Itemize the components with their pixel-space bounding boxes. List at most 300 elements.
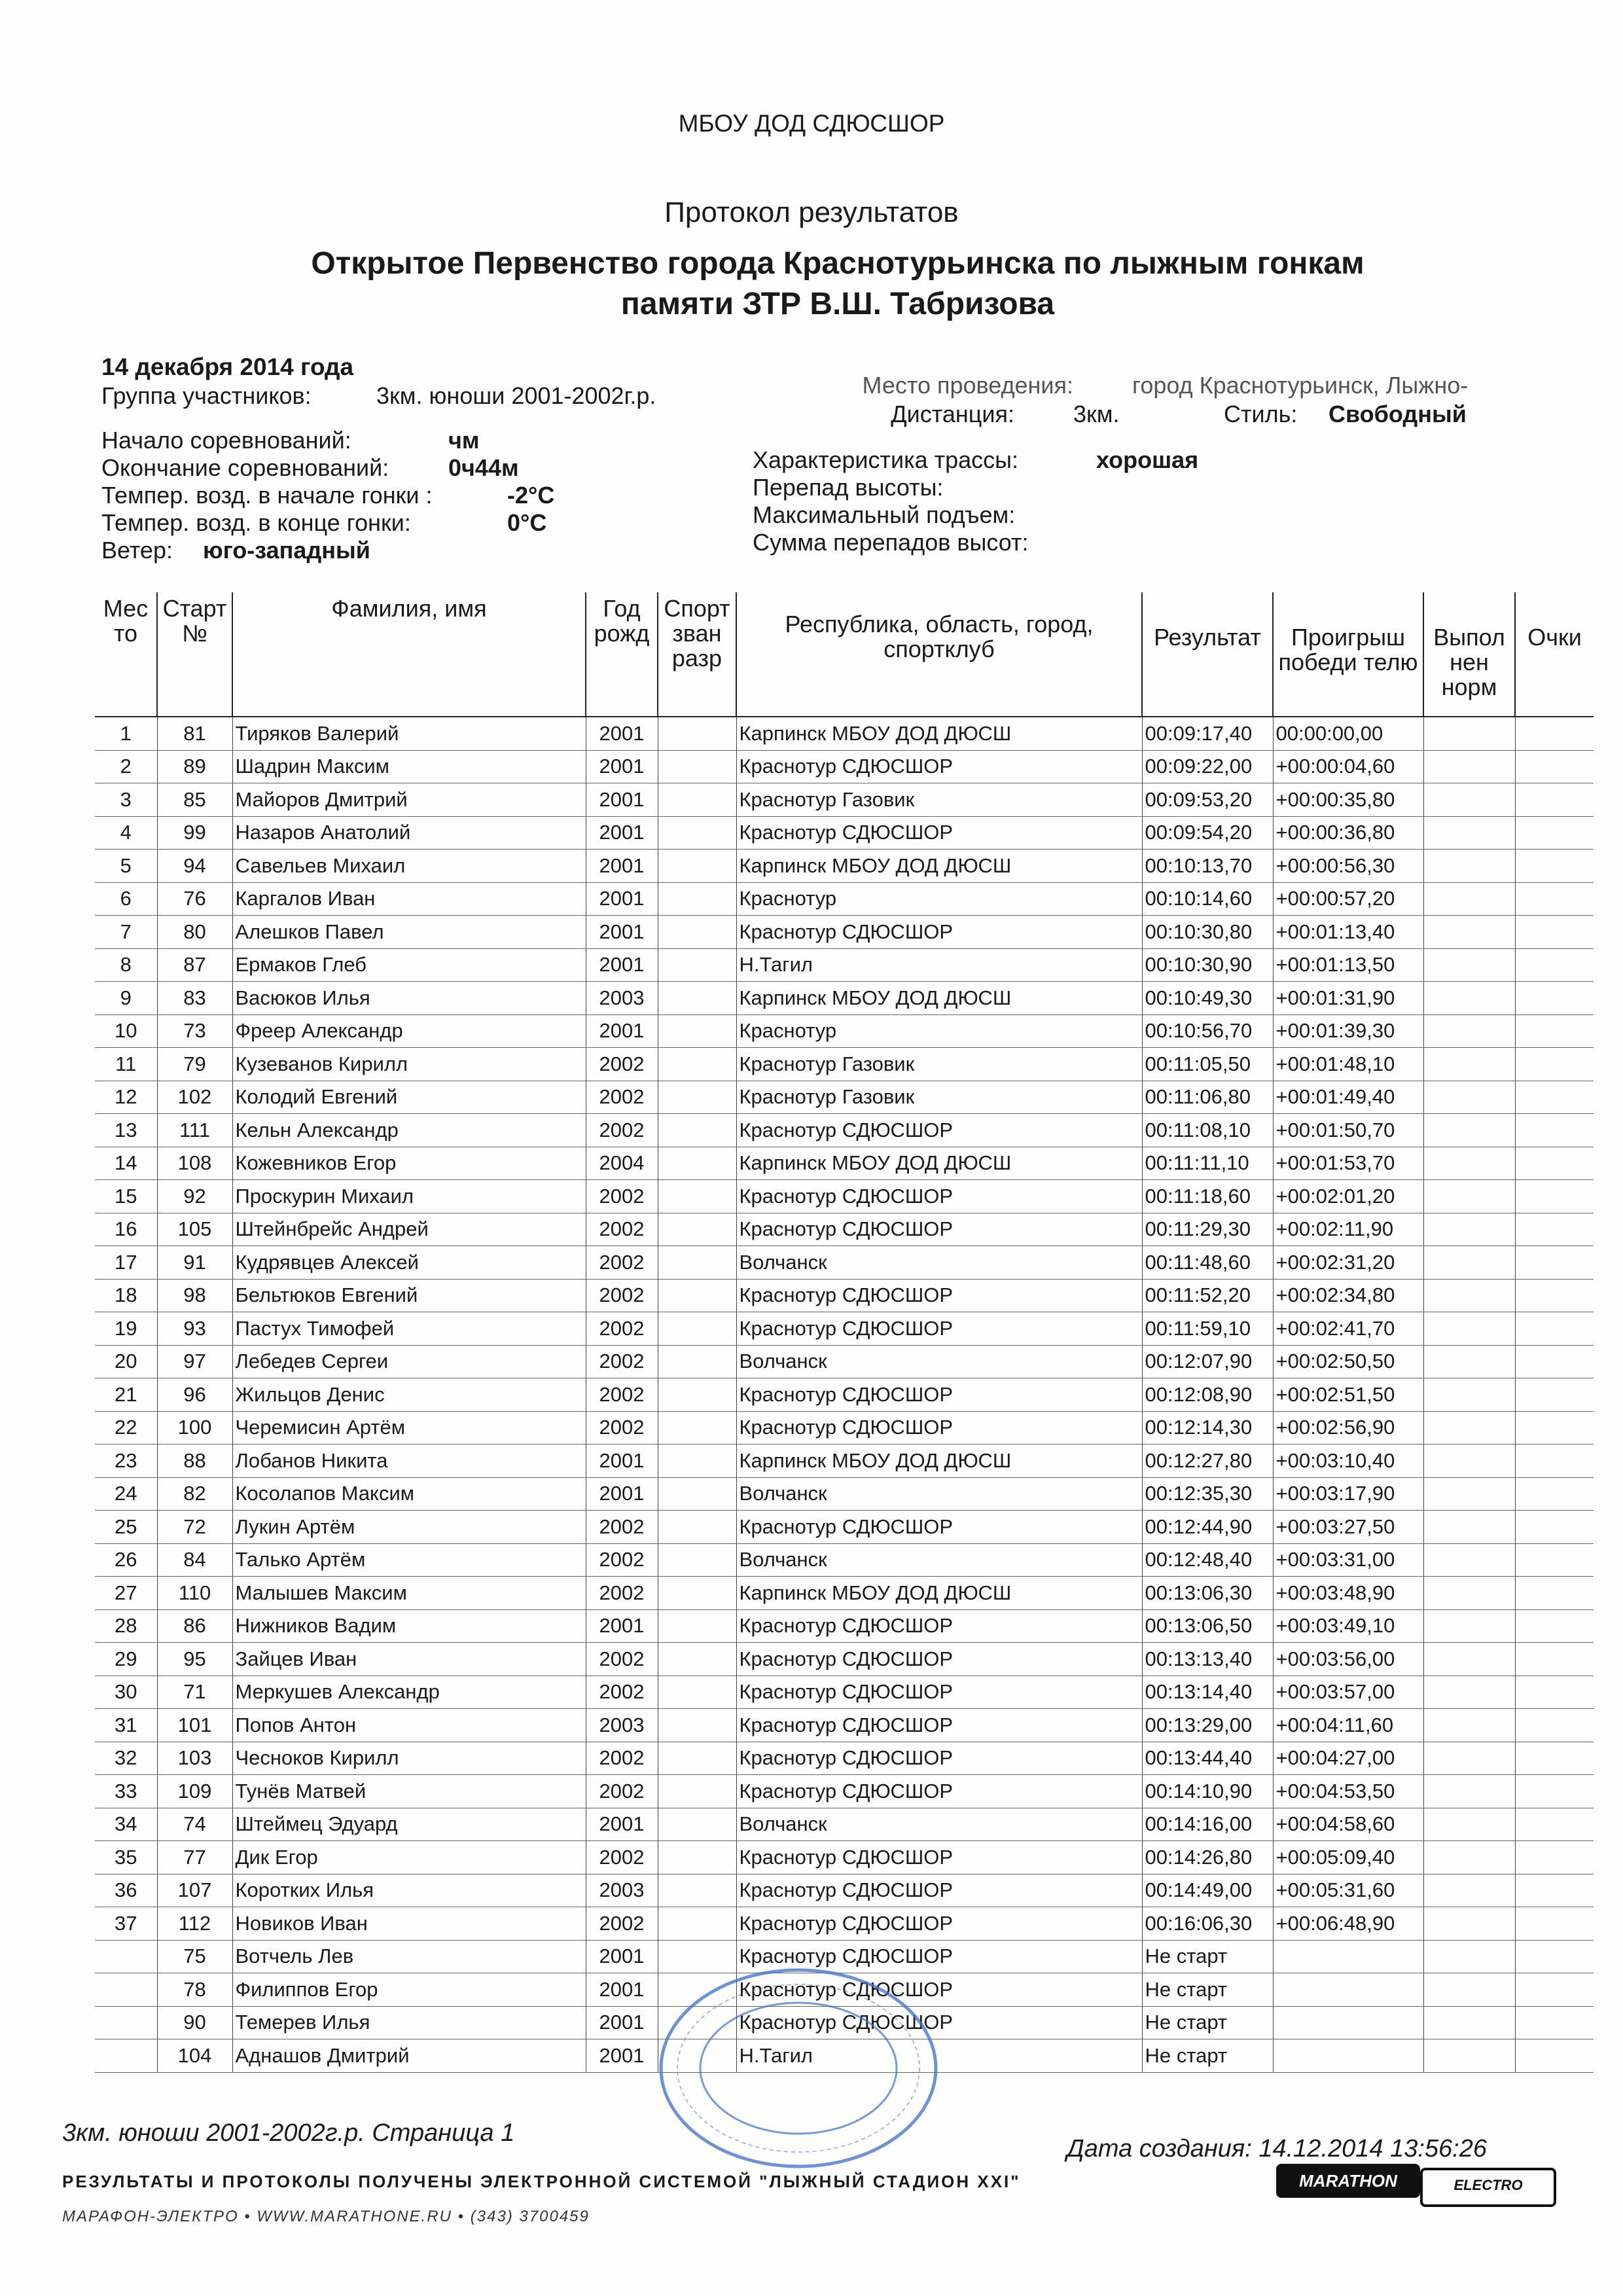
cell-result: 00:14:16,00	[1142, 1808, 1273, 1841]
cell-start: 92	[157, 1180, 232, 1213]
cell-year: 2002	[586, 1543, 658, 1577]
cell-result: 00:13:06,50	[1142, 1609, 1273, 1643]
table-row	[95, 1511, 1594, 1544]
table-row	[95, 850, 1594, 883]
cell-norm	[1423, 1874, 1515, 1907]
cell-start: 94	[157, 850, 232, 883]
cell-name: Кудрявцев Алексей	[232, 1246, 586, 1280]
cell-points	[1515, 1147, 1594, 1180]
official-stamp	[645, 1954, 952, 2170]
cell-place: 19	[95, 1312, 157, 1346]
cell-result: 00:13:44,40	[1142, 1742, 1273, 1775]
cell-result: 00:13:13,40	[1142, 1643, 1273, 1676]
cell-region: Краснотур СДЮСШОР	[736, 1775, 1142, 1808]
cell-place: 23	[95, 1444, 157, 1478]
table-row	[95, 1081, 1594, 1114]
cell-region: Краснотур Газовик	[736, 1048, 1142, 1081]
cell-name: Чесноков Кирилл	[232, 1742, 586, 1775]
cell-norm	[1423, 1147, 1515, 1180]
cell-name: Талько Артём	[232, 1543, 586, 1577]
cell-start: 81	[157, 717, 232, 750]
cell-region: Волчанск	[736, 1477, 1142, 1511]
cell-norm	[1423, 1775, 1515, 1808]
cell-start: 107	[157, 1874, 232, 1907]
cell-name: Дик Егор	[232, 1841, 586, 1874]
group-value: 3км. юноши 2001-2002г.р.	[376, 382, 656, 409]
cell-year: 2002	[586, 1312, 658, 1346]
cell-gap: +00:00:57,20	[1273, 882, 1423, 916]
cell-place: 16	[95, 1213, 157, 1246]
cell-rank	[658, 982, 736, 1015]
cell-result: 00:11:08,10	[1142, 1114, 1273, 1147]
cell-result: 00:11:06,80	[1142, 1081, 1273, 1114]
cell-name: Пастух Тимофей	[232, 1312, 586, 1346]
cell-place: 17	[95, 1246, 157, 1280]
table-row	[95, 1014, 1594, 1048]
cell-rank	[658, 1742, 736, 1775]
cell-norm	[1423, 1048, 1515, 1081]
cell-points	[1515, 717, 1594, 750]
cell-rank	[658, 1378, 736, 1412]
cell-start: 100	[157, 1411, 232, 1444]
cell-year: 2002	[586, 1114, 658, 1147]
cell-result: Не старт	[1142, 2006, 1273, 2039]
cell-points	[1515, 1742, 1594, 1775]
cell-place: 30	[95, 1676, 157, 1709]
header-year: Год рожд	[586, 592, 658, 717]
cell-result: 00:11:05,50	[1142, 1048, 1273, 1081]
cell-rank	[658, 1543, 736, 1577]
temp-start-value: -2°С	[507, 482, 555, 509]
cell-year: 2002	[586, 1345, 658, 1378]
cell-start: 105	[157, 1213, 232, 1246]
table-row	[95, 1444, 1594, 1478]
cell-norm	[1423, 1742, 1515, 1775]
cell-start: 75	[157, 1940, 232, 1973]
temp-end-label: Темпер. возд. в конце гонки:	[101, 509, 411, 536]
cell-gap: +00:03:49,10	[1273, 1609, 1423, 1643]
cell-points	[1515, 850, 1594, 883]
cell-norm	[1423, 1246, 1515, 1280]
cell-place: 7	[95, 916, 157, 949]
cell-points	[1515, 1841, 1594, 1874]
cell-place: 34	[95, 1808, 157, 1841]
cell-region: Краснотур СДЮСШОР	[736, 1180, 1142, 1213]
cell-year: 2001	[586, 717, 658, 750]
cell-norm	[1423, 2039, 1515, 2073]
cell-start: 108	[157, 1147, 232, 1180]
table-row	[95, 948, 1594, 982]
cell-region: Краснотур СДЮСШОР	[736, 1609, 1142, 1643]
footer-system-line: РЕЗУЛЬТАТЫ И ПРОТОКОЛЫ ПОЛУЧЕНЫ ЭЛЕКТРОННОЙ СИСТЕМОЙ "ЛЫЖНЫЙ СТАДИОН XXI"	[62, 2172, 1021, 2191]
cell-name: Майоров Дмитрий	[232, 783, 586, 817]
cell-year: 2001	[586, 2006, 658, 2039]
cell-gap: +00:04:27,00	[1273, 1742, 1423, 1775]
table-row	[95, 1841, 1594, 1874]
distance-value: 3км.	[1073, 401, 1120, 427]
cell-start: 73	[157, 1014, 232, 1048]
cell-place: 14	[95, 1147, 157, 1180]
cell-rank	[658, 1014, 736, 1048]
cell-result: 00:12:35,30	[1142, 1477, 1273, 1511]
cell-region: Краснотур	[736, 882, 1142, 916]
cell-place	[95, 2039, 157, 2073]
cell-start: 96	[157, 1378, 232, 1412]
cell-gap: +00:02:51,50	[1273, 1378, 1423, 1412]
event-title-line1: Открытое Первенство города Краснотурьинска по лыжным гонкам	[311, 246, 1364, 281]
table-row	[95, 750, 1594, 783]
cell-start: 72	[157, 1511, 232, 1544]
cell-result: 00:16:06,30	[1142, 1907, 1273, 1941]
cell-norm	[1423, 1213, 1515, 1246]
footer-contact-line: МАРАФОН-ЭЛЕКТРО • WWW.MARATHONE.RU • (343) 3700459	[62, 2208, 590, 2225]
cell-result: 00:10:14,60	[1142, 882, 1273, 916]
cell-rank	[658, 1114, 736, 1147]
cell-start: 87	[157, 948, 232, 982]
cell-place: 35	[95, 1841, 157, 1874]
cell-region: Краснотур СДЮСШОР	[736, 1213, 1142, 1246]
cell-year: 2002	[586, 1246, 658, 1280]
cell-name: Назаров Анатолий	[232, 816, 586, 850]
cell-rank	[658, 1643, 736, 1676]
cell-gap: +00:01:53,70	[1273, 1147, 1423, 1180]
cell-region: Карпинск МБОУ ДОД ДЮСШ	[736, 1577, 1142, 1610]
cell-place: 28	[95, 1609, 157, 1643]
cell-rank	[658, 1841, 736, 1874]
cell-year: 2002	[586, 1180, 658, 1213]
cell-rank	[658, 948, 736, 982]
cell-start: 76	[157, 882, 232, 916]
style-value: Свободный	[1329, 401, 1467, 427]
cell-start: 89	[157, 750, 232, 783]
cell-region: Краснотур СДЮСШОР	[736, 1511, 1142, 1544]
cell-points	[1515, 1114, 1594, 1147]
cell-points	[1515, 1940, 1594, 1973]
cell-start: 109	[157, 1775, 232, 1808]
table-row	[95, 1874, 1594, 1907]
cell-name: Бельтюков Евгений	[232, 1279, 586, 1312]
cell-region: Краснотур СДЮСШОР	[736, 750, 1142, 783]
cell-year: 2001	[586, 750, 658, 783]
cell-start: 93	[157, 1312, 232, 1346]
table-row	[95, 882, 1594, 916]
cell-start: 95	[157, 1643, 232, 1676]
cell-points	[1515, 1511, 1594, 1544]
table-row	[95, 717, 1594, 750]
cell-rank	[658, 816, 736, 850]
cell-year: 2002	[586, 1643, 658, 1676]
cell-gap: +00:05:31,60	[1273, 1874, 1423, 1907]
cell-points	[1515, 1378, 1594, 1412]
cell-year: 2002	[586, 1213, 658, 1246]
cell-year: 2001	[586, 850, 658, 883]
cell-place: 25	[95, 1511, 157, 1544]
temp-start-label: Темпер. возд. в начале гонки :	[101, 482, 433, 509]
cell-start: 79	[157, 1048, 232, 1081]
cell-place: 37	[95, 1907, 157, 1941]
cell-region: Краснотур СДЮСШОР	[736, 1907, 1142, 1941]
cell-name: Коротких Илья	[232, 1874, 586, 1907]
cell-region: Карпинск МБОУ ДОД ДЮСШ	[736, 717, 1142, 750]
cell-start: 111	[157, 1114, 232, 1147]
cell-region: Краснотур Газовик	[736, 783, 1142, 817]
cell-points	[1515, 982, 1594, 1015]
cell-place: 3	[95, 783, 157, 817]
cell-gap: +00:01:48,10	[1273, 1048, 1423, 1081]
cell-region: Краснотур СДЮСШОР	[736, 1114, 1142, 1147]
cell-gap: +00:04:58,60	[1273, 1808, 1423, 1841]
venue-label: Место проведения:	[862, 372, 1073, 399]
cell-place: 2	[95, 750, 157, 783]
cell-start: 84	[157, 1543, 232, 1577]
cell-rank	[658, 1312, 736, 1346]
cell-rank	[658, 1345, 736, 1378]
cell-result: Не старт	[1142, 1940, 1273, 1973]
cell-norm	[1423, 982, 1515, 1015]
cell-norm	[1423, 2006, 1515, 2039]
cell-name: Темерев Илья	[232, 2006, 586, 2039]
cell-region: Карпинск МБОУ ДОД ДЮСШ	[736, 982, 1142, 1015]
cell-norm	[1423, 1808, 1515, 1841]
table-row	[95, 1048, 1594, 1081]
cell-name: Штейнбрейс Андрей	[232, 1213, 586, 1246]
cell-year: 2002	[586, 1841, 658, 1874]
cell-rank	[658, 1246, 736, 1280]
cell-name: Тунёв Матвей	[232, 1775, 586, 1808]
cell-norm	[1423, 1411, 1515, 1444]
cell-points	[1515, 1081, 1594, 1114]
cell-result: 00:12:07,90	[1142, 1345, 1273, 1378]
footer-group-page: 3км. юноши 2001-2002г.р. Страница 1	[62, 2119, 515, 2147]
cell-result: 00:12:44,90	[1142, 1511, 1273, 1544]
cell-result: 00:11:11,10	[1142, 1147, 1273, 1180]
cell-name: Каргалов Иван	[232, 882, 586, 916]
cell-year: 2002	[586, 1577, 658, 1610]
cell-start: 103	[157, 1742, 232, 1775]
cell-points	[1515, 1973, 1594, 2007]
table-row	[95, 1477, 1594, 1511]
cell-gap: +00:03:57,00	[1273, 1676, 1423, 1709]
cell-points	[1515, 948, 1594, 982]
cell-norm	[1423, 1312, 1515, 1346]
table-row	[95, 1643, 1594, 1676]
table-row	[95, 1609, 1594, 1643]
cell-points	[1515, 1246, 1594, 1280]
cell-gap: +00:01:31,90	[1273, 982, 1423, 1015]
temp-end-value: 0°С	[507, 509, 547, 536]
table-row	[95, 816, 1594, 850]
cell-year: 2001	[586, 1940, 658, 1973]
end-value: 0ч44м	[448, 454, 519, 481]
cell-gap: +00:02:50,50	[1273, 1345, 1423, 1378]
cell-rank	[658, 1477, 736, 1511]
cell-year: 2001	[586, 816, 658, 850]
cell-place	[95, 2006, 157, 2039]
end-label: Окончание соревнований:	[101, 454, 389, 481]
cell-year: 2002	[586, 1511, 658, 1544]
cell-norm	[1423, 1444, 1515, 1478]
cell-gap: +00:01:49,40	[1273, 1081, 1423, 1114]
cell-gap: +00:02:56,90	[1273, 1411, 1423, 1444]
header-start: Старт №	[157, 592, 232, 717]
cell-year: 2003	[586, 982, 658, 1015]
cell-norm	[1423, 1378, 1515, 1412]
cell-year: 2002	[586, 1081, 658, 1114]
cell-region: Краснотур СДЮСШОР	[736, 1378, 1142, 1412]
cell-rank	[658, 850, 736, 883]
cell-name: Вотчель Лев	[232, 1940, 586, 1973]
cell-points	[1515, 1609, 1594, 1643]
cell-norm	[1423, 1643, 1515, 1676]
cell-place: 9	[95, 982, 157, 1015]
header-norm: Выпол нен норм	[1423, 592, 1515, 717]
cell-points	[1515, 1477, 1594, 1511]
cell-points	[1515, 1907, 1594, 1941]
table-row	[95, 1907, 1594, 1941]
cell-region: Карпинск МБОУ ДОД ДЮСШ	[736, 850, 1142, 883]
cell-rank	[658, 1411, 736, 1444]
table-row	[95, 1676, 1594, 1709]
cell-rank	[658, 750, 736, 783]
event-title	[0, 243, 1623, 325]
cell-result: 00:13:29,00	[1142, 1709, 1273, 1742]
cell-name: Савельев Михаил	[232, 850, 586, 883]
cell-place: 31	[95, 1709, 157, 1742]
cell-gap	[1273, 1973, 1423, 2007]
cell-start: 99	[157, 816, 232, 850]
cell-result: 00:11:52,20	[1142, 1279, 1273, 1312]
cell-rank	[658, 1874, 736, 1907]
cell-start: 74	[157, 1808, 232, 1841]
cell-place: 24	[95, 1477, 157, 1511]
cell-place: 1	[95, 717, 157, 750]
table-row	[95, 1312, 1594, 1346]
cell-place: 5	[95, 850, 157, 883]
cell-region: Краснотур	[736, 1014, 1142, 1048]
cell-result: 00:11:18,60	[1142, 1180, 1273, 1213]
cell-points	[1515, 1048, 1594, 1081]
cell-year: 2002	[586, 1742, 658, 1775]
cell-place: 6	[95, 882, 157, 916]
cell-gap	[1273, 2039, 1423, 2073]
cell-start: 112	[157, 1907, 232, 1941]
cell-place: 10	[95, 1014, 157, 1048]
cell-rank	[658, 1775, 736, 1808]
cell-region: Краснотур СДЮСШОР	[736, 1279, 1142, 1312]
cell-year: 2001	[586, 1444, 658, 1478]
cell-points	[1515, 816, 1594, 850]
cell-region: Карпинск МБОУ ДОД ДЮСШ	[736, 1147, 1142, 1180]
cell-place: 27	[95, 1577, 157, 1610]
cell-gap: +00:03:10,40	[1273, 1444, 1423, 1478]
cell-place: 11	[95, 1048, 157, 1081]
cell-points	[1515, 1411, 1594, 1444]
cell-result: 00:12:27,80	[1142, 1444, 1273, 1478]
wind-value: юго-западный	[203, 537, 370, 564]
cell-rank	[658, 717, 736, 750]
cell-name: Тиряков Валерий	[232, 717, 586, 750]
table-row	[95, 916, 1594, 949]
cell-norm	[1423, 1114, 1515, 1147]
cell-gap: +00:02:41,70	[1273, 1312, 1423, 1346]
cell-points	[1515, 1279, 1594, 1312]
distance-label: Дистанция:	[891, 401, 1014, 427]
cell-rank	[658, 1213, 736, 1246]
cell-result: 00:10:30,80	[1142, 916, 1273, 949]
cell-norm	[1423, 1543, 1515, 1577]
cell-name: Штеймец Эдуард	[232, 1808, 586, 1841]
cell-place: 4	[95, 816, 157, 850]
cell-name: Филиппов Егор	[232, 1973, 586, 2007]
cell-norm	[1423, 1511, 1515, 1544]
cell-name: Лукин Артём	[232, 1511, 586, 1544]
cell-norm	[1423, 1709, 1515, 1742]
cell-points	[1515, 1180, 1594, 1213]
cell-name: Алешков Павел	[232, 916, 586, 949]
cell-region: Волчанск	[736, 1246, 1142, 1280]
cell-name: Кожевников Егор	[232, 1147, 586, 1180]
cell-points	[1515, 2006, 1594, 2039]
cell-result: 00:10:56,70	[1142, 1014, 1273, 1048]
header-rank: Спорт зван разр	[658, 592, 736, 717]
cell-start: 104	[157, 2039, 232, 2073]
cell-start: 88	[157, 1444, 232, 1478]
cell-year: 2001	[586, 1477, 658, 1511]
cell-region: Краснотур СДЮСШОР	[736, 1973, 1142, 2007]
cell-rank	[658, 1279, 736, 1312]
cell-place: 20	[95, 1345, 157, 1378]
cell-norm	[1423, 1345, 1515, 1378]
cell-norm	[1423, 948, 1515, 982]
cell-region: Краснотур СДЮСШОР	[736, 2006, 1142, 2039]
cell-points	[1515, 1444, 1594, 1478]
cell-rank	[658, 882, 736, 916]
height-diff-label: Перепад высоты:	[753, 474, 944, 501]
cell-norm	[1423, 1014, 1515, 1048]
cell-points	[1515, 1577, 1594, 1610]
cell-place: 18	[95, 1279, 157, 1312]
cell-result: 00:09:17,40	[1142, 717, 1273, 750]
footer-creation-date: Дата создания: 14.12.2014 13:56:26	[1067, 2135, 1488, 2162]
cell-rank	[658, 1511, 736, 1544]
table-row	[95, 1279, 1594, 1312]
cell-start: 98	[157, 1279, 232, 1312]
cell-region: Н.Тагил	[736, 2039, 1142, 2073]
cell-points	[1515, 1808, 1594, 1841]
wind-label: Ветер:	[101, 537, 173, 564]
cell-name: Черемисин Артём	[232, 1411, 586, 1444]
cell-norm	[1423, 717, 1515, 750]
cell-year: 2002	[586, 1411, 658, 1444]
cell-result: 00:10:49,30	[1142, 982, 1273, 1015]
protocol-title: Протокол результатов	[664, 196, 959, 228]
style-label: Стиль:	[1224, 401, 1298, 427]
cell-place: 26	[95, 1543, 157, 1577]
cell-rank	[658, 1147, 736, 1180]
table-row	[95, 1411, 1594, 1444]
cell-region: Волчанск	[736, 1345, 1142, 1378]
cell-norm	[1423, 916, 1515, 949]
cell-gap: +00:03:48,90	[1273, 1577, 1423, 1610]
cell-result: 00:13:06,30	[1142, 1577, 1273, 1610]
table-row	[95, 1213, 1594, 1246]
table-row	[95, 1114, 1594, 1147]
cell-region: Краснотур СДЮСШОР	[736, 1940, 1142, 1973]
table-row	[95, 1775, 1594, 1808]
cell-result: 00:12:14,30	[1142, 1411, 1273, 1444]
cell-norm	[1423, 1577, 1515, 1610]
cell-gap: 00:00:00,00	[1273, 717, 1423, 750]
